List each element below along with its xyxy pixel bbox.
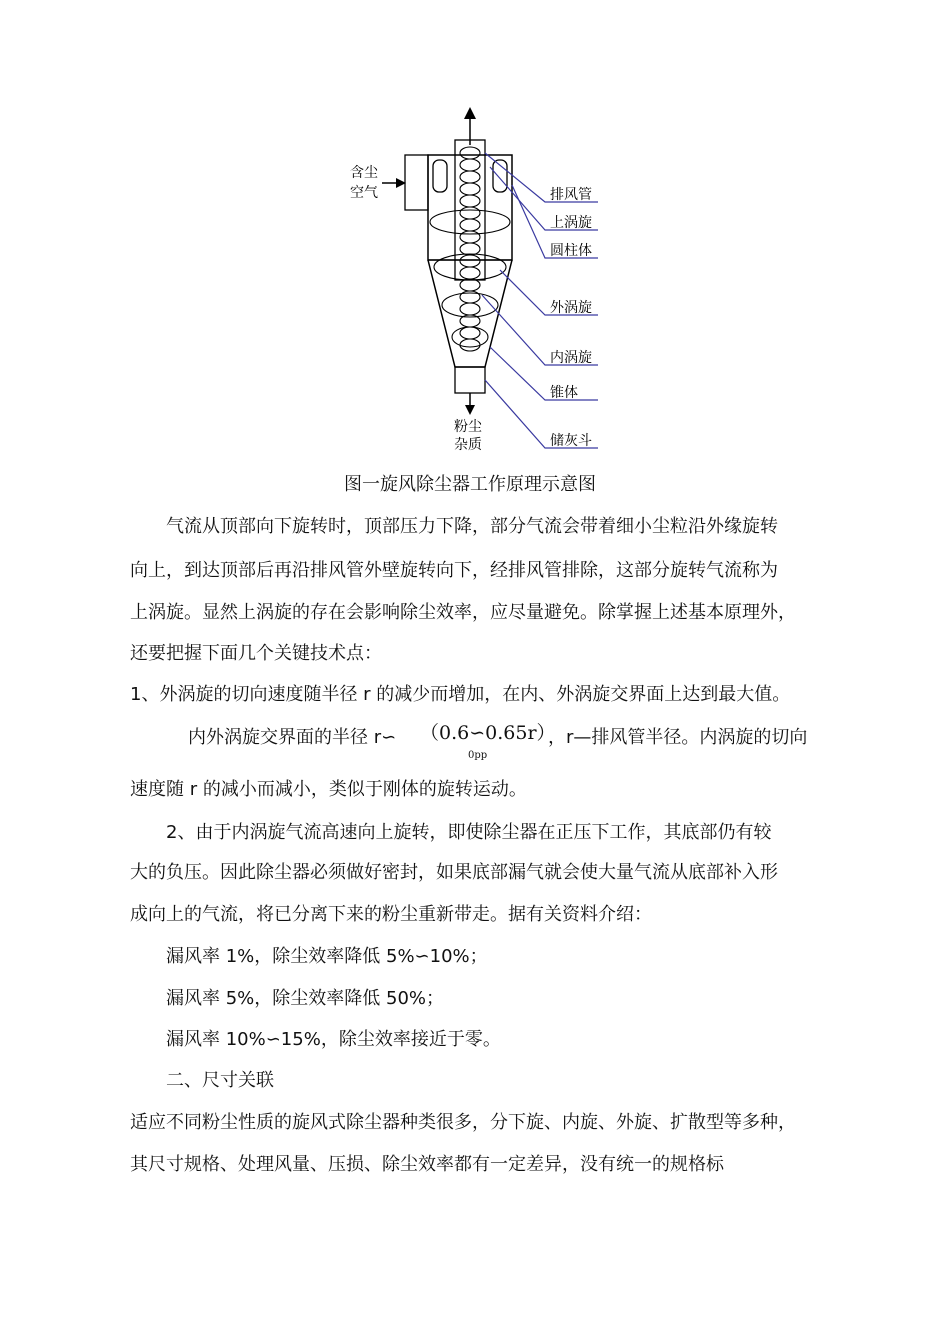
leak-rate-2: 漏风率 5%，除尘效率降低 50%；: [166, 988, 445, 1009]
inlet-label-2: 空气: [350, 185, 378, 201]
formula-expression: （0.6∽0.65r）: [420, 722, 556, 744]
item-2-line-2: 大的负压。因此除尘器必须做好密封，如果底部漏气就会使大量气流从底部补入形: [130, 862, 778, 883]
paragraph-2-line-2: 其尺寸规格、处理风量、压损、除尘效率都有一定差异，没有统一的规格标: [130, 1154, 724, 1175]
label-hopper: 储灰斗: [550, 433, 592, 449]
paragraph-1-line-2: 向上，到达顶部后再沿排风管外壁旋转向下，经排风管排除，这部分旋转气流称为: [130, 560, 778, 581]
inner-vortex: [460, 147, 480, 351]
figure-caption: 图一旋风除尘器工作原理示意图: [344, 474, 596, 495]
label-upper-vortex: 上涡旋: [550, 215, 592, 231]
item-1-line-1: 1、外涡旋的切向速度随半径 r 的减少而增加，在内、外涡旋交界面上达到最大值。: [130, 684, 791, 705]
item-1-line-3: 速度随 r 的减小而减小，类似于刚体的旋转运动。: [130, 779, 527, 800]
leak-rate-1: 漏风率 1%，除尘效率降低 5%∽10%；: [166, 946, 488, 967]
formula-prefix: 内外涡旋交界面的半径 r∽: [188, 727, 397, 748]
label-cone: 锥体: [550, 385, 578, 401]
item-2-line-1: 2、由于内涡旋气流高速向上旋转，即使除尘器在正压下工作，其底部仍有较: [166, 822, 772, 843]
section-2-heading: 二、尺寸关联: [166, 1070, 274, 1091]
label-inner-vortex: 内涡旋: [550, 350, 592, 366]
label-exhaust-pipe: 排风管: [550, 187, 592, 203]
cyclone-diagram-svg: [340, 105, 630, 455]
leak-rate-3: 漏风率 10%∽15%，除尘效率接近于零。: [166, 1029, 501, 1050]
dust-arrowhead-icon: [465, 405, 475, 415]
formula-subscript: 0pp: [468, 750, 488, 761]
inlet-label-1: 含尘: [350, 165, 378, 181]
paragraph-1-line-4: 还要把握下面几个关键技术点：: [130, 643, 382, 664]
label-cylinder: 圆柱体: [550, 243, 592, 259]
outlet-label-1: 粉尘: [454, 419, 482, 435]
paragraph-2-line-1: 适应不同粉尘性质的旋风式除尘器种类很多，分下旋、内旋、外旋、扩散型等多种，: [130, 1112, 796, 1133]
label-outer-vortex: 外涡旋: [550, 300, 592, 316]
left-slot: [433, 160, 447, 192]
formula-suffix: ，r—排风管半径。内涡旋的切向: [548, 727, 808, 748]
inlet-duct: [405, 155, 428, 210]
paragraph-1-line-3: 上涡旋。显然上涡旋的存在会影响除尘效率，应尽量避免。除掌握上述基本原理外，: [130, 602, 796, 623]
ash-hopper: [455, 367, 485, 393]
outlet-arrowhead-icon: [464, 107, 476, 119]
paragraph-1-line-1: 气流从顶部向下旋转时，顶部压力下降，部分气流会带着细小尘粒沿外缘旋转: [166, 516, 778, 537]
outlet-label-2: 杂质: [454, 437, 482, 453]
cyclone-diagram: [340, 105, 630, 455]
item-2-line-3: 成向上的气流，将已分离下来的粉尘重新带走。据有关资料介绍：: [130, 904, 652, 925]
